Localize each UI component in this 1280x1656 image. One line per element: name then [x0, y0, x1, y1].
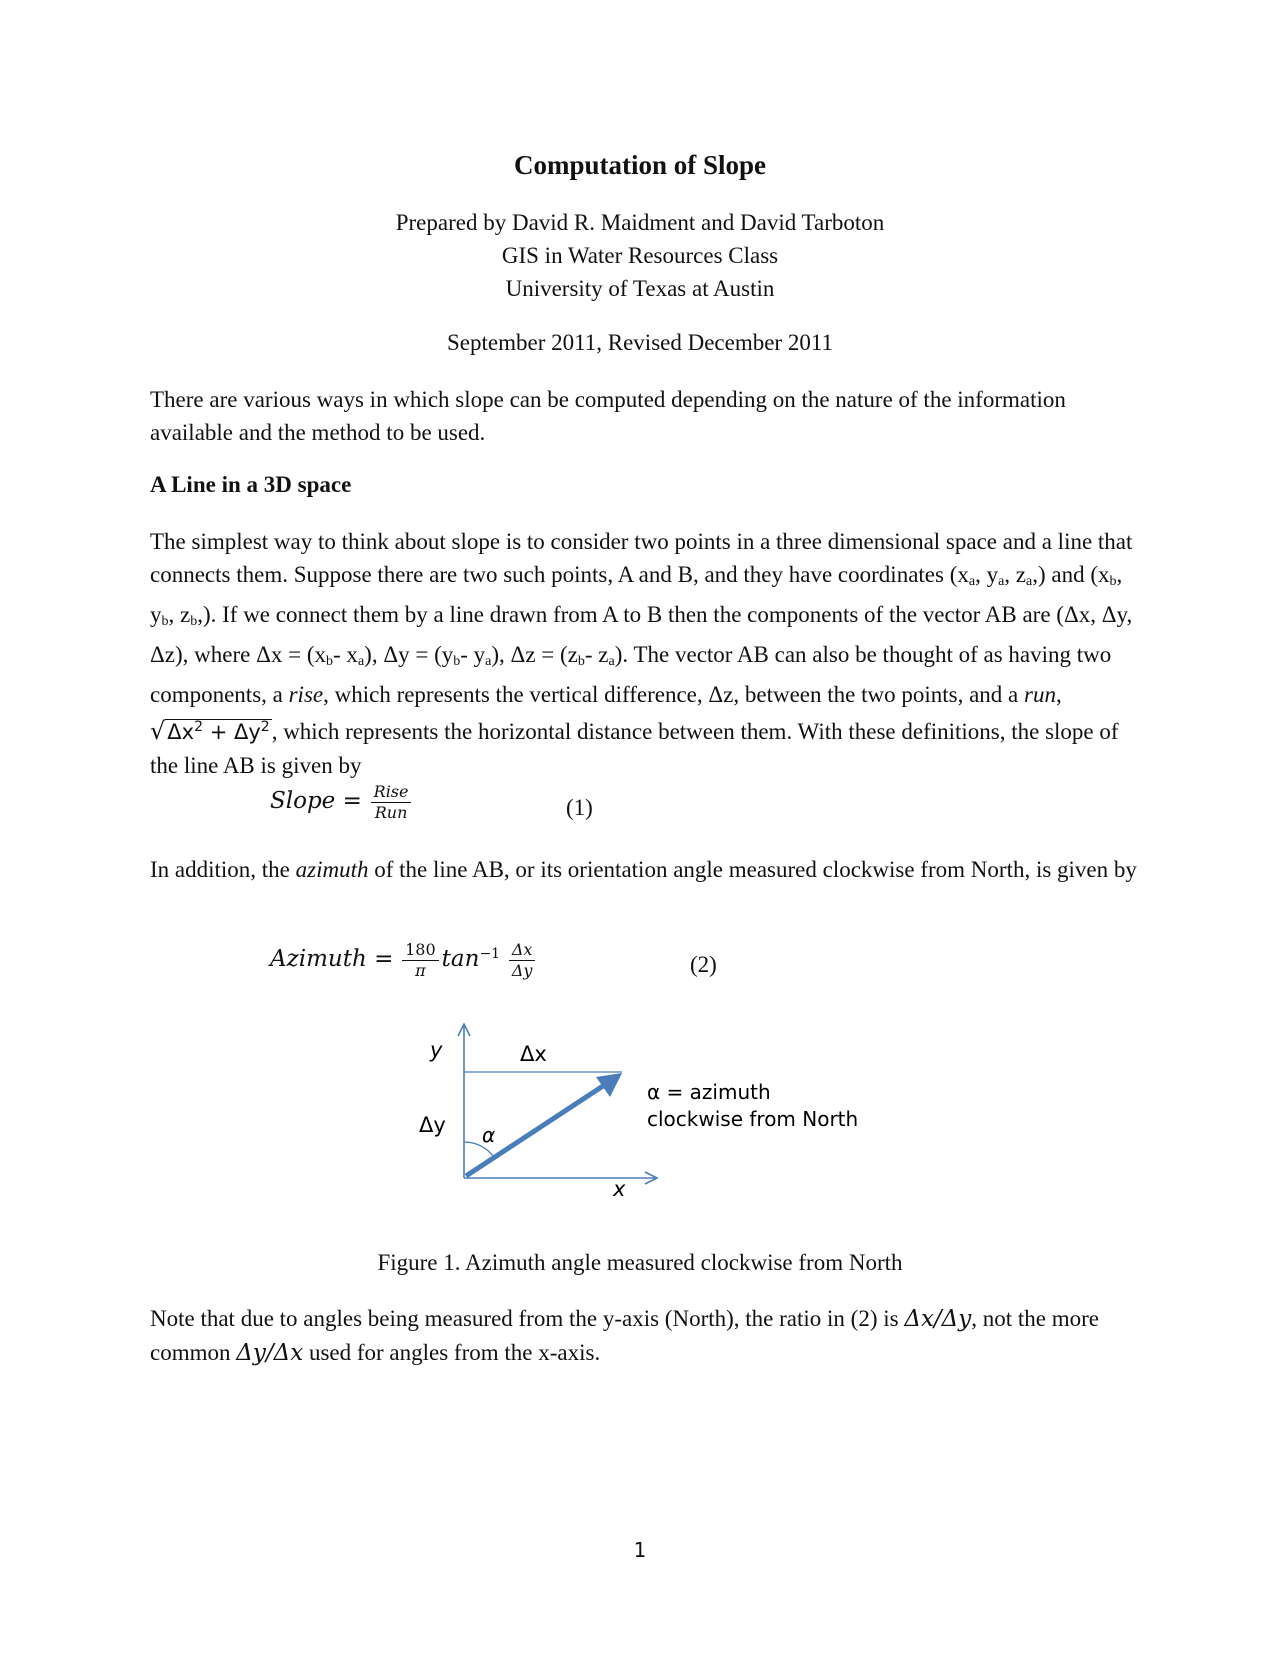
dy-label: Δy [419, 1113, 446, 1137]
azimuth-figure [400, 1010, 880, 1225]
delta-fraction: $\frac{\Delta x}{\Delta y}$ [509, 940, 536, 981]
equation-2: Azimuth = $\frac{180}{\pi}$ $\tan^{-1}$ $\frac{\Delta x}{\Delta y}$ [270, 940, 538, 981]
intro-paragraph: There are various ways in which slope can be computed depending on the nature of the information available and the method to be used. [150, 387, 1066, 445]
note-paragraph: Note that due to angles being measured from the y-axis (North), the ratio in (2) is Δx/Δy, not the more common Δy/Δx used for angles from the x-axis. [150, 1306, 1100, 1366]
y-label: y [430, 1038, 443, 1062]
university-line: University of Texas at Austin [505, 276, 775, 301]
section-paragraph: The simplest way to think about slope is to consider two points in a three dimensional space and a line that connects them. Suppose there are two such points, A and B, and they have coordinates ($x_a$, $y_a$, $z_a$,) and ($x_b$, $y_b$, $z_b$,). If we connect them by a line drawn from A to B then the components of the vector AB are (Δx, Δy, Δz), where $\Delta x = (x_b-$ $x_a$), $\Delta y = (y_b-$ $y_a$), $\Delta z = (z_b-$ $z_a$). The vector AB can also be thought of as having two components, a rise, which represents the vertical difference, Δz, between the two points, and a run, $√\Delta x^2 + \Delta y^2$, which represents the horizontal distance between them. With these definitions, the slope of the line AB is given by [150, 529, 1133, 778]
run-term: run [1024, 682, 1056, 707]
degree-fraction: $\frac{180}{\pi}$ [402, 940, 439, 981]
equation-2-number: (2) [690, 952, 717, 977]
class-line: GIS in Water Resources Class [501, 243, 779, 268]
date-line: September 2011, Revised December 2011 [447, 330, 833, 355]
legend-line-2: clockwise from North [647, 1107, 859, 1131]
authors-line: Prepared by David R. Maidment and David Tarboton [395, 210, 885, 235]
equation-1: Slope = $\frac{\text{Rise}}{\text{Run}}$ [270, 782, 414, 823]
slope-fraction: $\frac{\text{Rise}}{\text{Run}}$ [371, 782, 412, 823]
equation-1-number: (1) [566, 795, 593, 820]
legend-line-1: α = azimuth [647, 1080, 771, 1104]
azimuth-paragraph: In addition, the azimuth of the line AB, or its orientation angle measured clockwise from North, is given by [150, 857, 1137, 882]
y-axis [458, 1024, 470, 1178]
alpha-label: α [482, 1123, 496, 1147]
x-label: x [613, 1177, 626, 1201]
page-number: 1 [633, 1538, 647, 1562]
dx-label: Δx [520, 1042, 547, 1066]
document-title: Computation of Slope [513, 150, 767, 180]
figure-caption: Figure 1. Azimuth angle measured clockwise from North [377, 1250, 903, 1275]
sqrt-expression: $√\Delta x^2 + \Delta y^2$ [150, 717, 270, 745]
rise-term: rise [288, 682, 324, 707]
x-axis [464, 1172, 657, 1184]
section-heading: A Line in a 3D space [150, 472, 352, 497]
